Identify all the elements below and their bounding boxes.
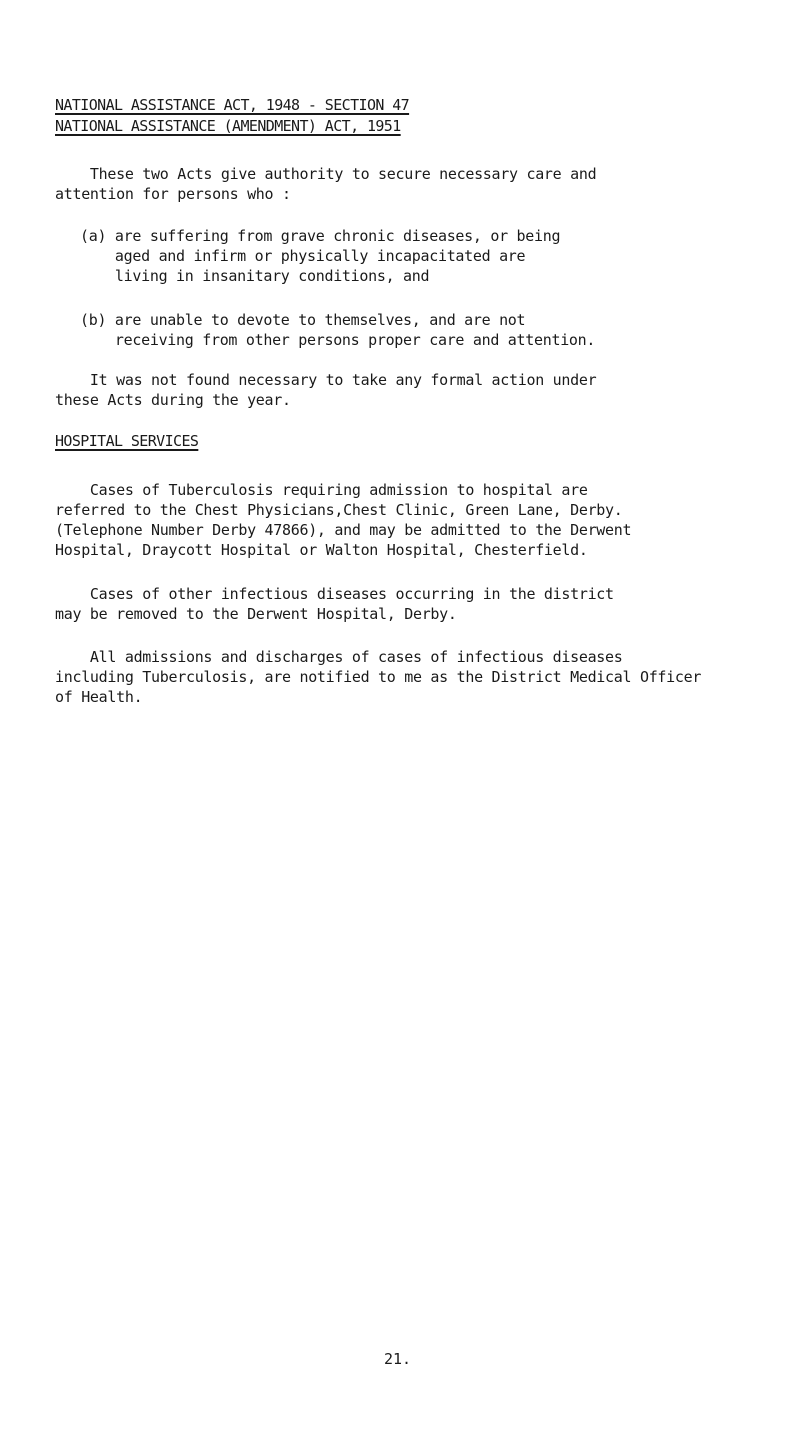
- paragraph-infectious-diseases: Cases of other infectious diseases occurring in the district may be removed to the Derwent Hospital, Derby.: [55, 585, 614, 623]
- paragraph-acts-intro: These two Acts give authority to secure necessary care and attention for persons who :: [55, 165, 597, 203]
- heading-hospital-services: HOSPITAL SERVICES: [55, 432, 199, 450]
- paragraph-no-action: It was not found necessary to take any formal action under these Acts during the year.: [55, 371, 597, 409]
- paragraph-tuberculosis: Cases of Tuberculosis requiring admission to hospital are referred to the Chest Physicians,Chest Clinic, Green Lane, Derby. (Telephone Number Derby 47866), and may be admitted to the Derwent Hospital, Draycott Hospital or Walton Hospital, Chesterfield.: [55, 481, 632, 559]
- paragraph-admissions-discharges: All admissions and discharges of cases of infectious diseases including Tuberculosis, are notified to me as the District Medical Officer of Health.: [55, 648, 702, 706]
- page-number: 21.: [384, 1350, 412, 1368]
- list-item-b: (b) are unable to devote to themselves, and are not receiving from other persons proper care and attention.: [80, 311, 596, 349]
- heading-national-assistance-act-1948: NATIONAL ASSISTANCE ACT, 1948 - SECTION 47: [55, 96, 410, 114]
- heading-national-assistance-amendment-act-1951: NATIONAL ASSISTANCE (AMENDMENT) ACT, 1951: [55, 117, 401, 135]
- list-item-a: (a) are suffering from grave chronic diseases, or being aged and infirm or physically incapacitated are living in insanitary conditions, and: [80, 227, 561, 285]
